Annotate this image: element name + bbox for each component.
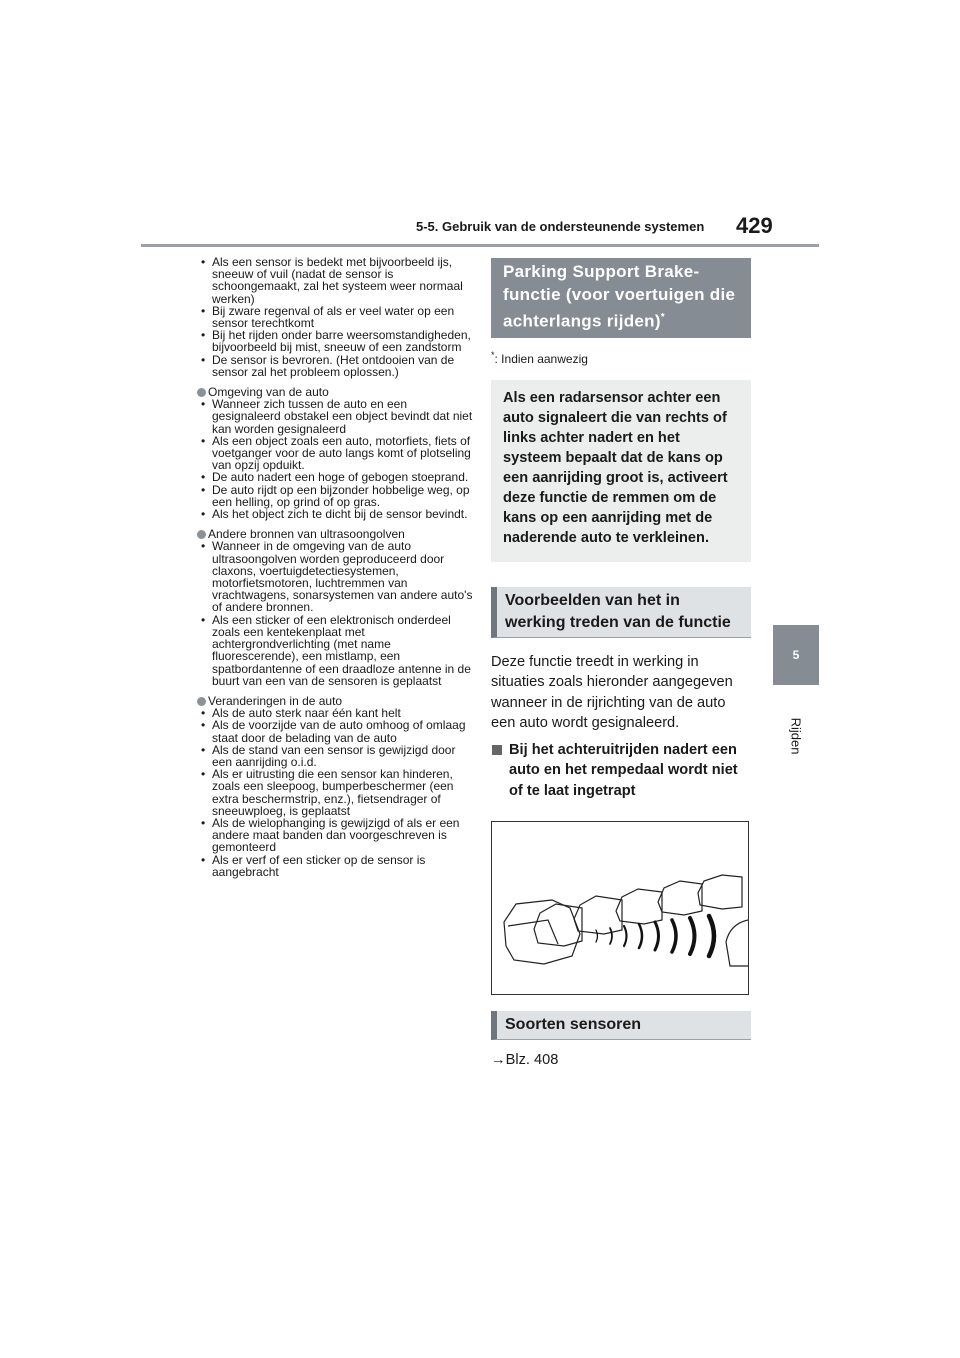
list-item: • Wanneer in de omgeving van de auto ultrasoongolven worden geproduceerd door claxons, voertuigdetectiesystemen, motorfietsmotoren, luchtremmen van vrachtwagens, sonarsystemen van andere auto's of andere bronnen. [197,540,473,613]
chapter-number: 5 [792,648,800,662]
group-heading: Omgeving van de auto [197,386,473,398]
parking-scene-image [492,822,748,994]
page-number: 429 [736,213,773,238]
list-item: • Als een sensor is bedekt met bijvoorbeeld ijs, sneeuw of vuil (nadat de sensor is schoongemaakt, zal het systeem weer normaal werken) [197,256,473,305]
footnote: *: Indien aanwezig [491,349,588,366]
page-reference-link[interactable]: →Blz. 408 [491,1052,559,1069]
list-item: • Als er uitrusting die een sensor kan hinderen, zoals een sleepoog, bumperbeschermer (een extra beschermstrip, enz.), fietsendrager of sneeuwploeg, is geplaatst [197,768,473,817]
list-item: • Als de stand van een sensor is gewijzigd door een aanrijding o.i.d. [197,744,473,768]
footnote-marker: * [660,312,665,323]
chapter-tab[interactable] [773,625,819,685]
examples-intro: Deze functie treedt in werking in situaties zoals hieronder aangegeven wanneer in de rijrichting van de auto een auto wordt gesignaleerd. [491,653,733,732]
list-item: • De sensor is bevroren. (Het ontdooien van de sensor zal het probleem oplossen.) [197,354,473,378]
condition-group-ultrasonic [197,528,473,687]
list-item: • Als er verf of een sticker op de sensor is aangebracht [197,854,473,878]
header-divider [141,244,819,247]
examples-heading: Voorbeelden van het in werking treden van de functie [491,587,751,638]
list-item: • Bij zware regenval of als er veel water op een sensor terechtkomt [197,305,473,329]
main-section-heading: Parking Support Brake-functie (voor voertuigen die achterlangs rijden)* [491,258,751,338]
example-item: Bij het achteruitrijden nadert een auto en het rempedaal wordt niet of te laat ingetrapt [491,740,751,802]
list-item: • Als de wielophanging is gewijzigd of als er een andere maat banden dan voorgeschreven is gemonteerd [197,817,473,854]
sensors-heading: Soorten sensoren [491,1011,751,1040]
intro-bullet-list [197,256,473,378]
chapter-label: Rijden [788,717,804,755]
reversing-illustration [491,821,749,995]
list-item: • De auto rijdt op een bijzonder hobbelige weg, op een helling, op grind of op gras. [197,484,473,508]
bullet-dot-icon [197,530,206,539]
group-heading: Veranderingen in de auto [197,695,473,707]
list-item: • Bij het rijden onder barre weersomstandigheden, bijvoorbeeld bij mist, sneeuw of een zandstorm [197,329,473,353]
list-item: • Als de voorzijde van de auto omhoog of omlaag staat door de belading van de auto [197,719,473,743]
list-item: • Als een sticker of een elektronisch onderdeel zoals een kentekenplaat met achtergrondverlichting (met name fluorescerende), een mistlamp, een spatbordantenne of een draadloze antenne in de buurt van een van de sensoren is geplaatst [197,614,473,687]
bullet-dot-icon [197,697,206,706]
right-column [491,258,751,1068]
left-column [197,256,473,878]
summary-box: Als een radarsensor achter een auto signaleert die van rechts of links achter nadert en het systeem bepaalt dat de kans op een aanrijding groot is, activeert deze functie de remmen om de kans op een aanrijding met de naderende auto te verkleinen. [491,380,751,562]
section-title: 5-5. Gebruik van de ondersteunende systemen [416,219,705,234]
list-item: • Als een object zoals een auto, motorfiets, fiets of voetganger voor de auto langs komt of plotseling van opzij opduikt. [197,435,473,472]
list-item: • De auto nadert een hoge of gebogen stoeprand. [197,471,473,483]
group-heading: Andere bronnen van ultrasoongolven [197,528,473,540]
square-bullet-icon [492,745,502,755]
condition-group-vehicle-changes [197,695,473,878]
list-item: • Als het object zich te dicht bij de sensor bevindt. [197,508,473,520]
condition-group-surroundings [197,386,473,520]
bullet-dot-icon [197,388,206,397]
list-item: • Als de auto sterk naar één kant helt [197,707,473,719]
list-item: • Wanneer zich tussen de auto en een gesignaleerd obstakel een object bevindt dat niet kan worden gesignaleerd [197,398,473,435]
